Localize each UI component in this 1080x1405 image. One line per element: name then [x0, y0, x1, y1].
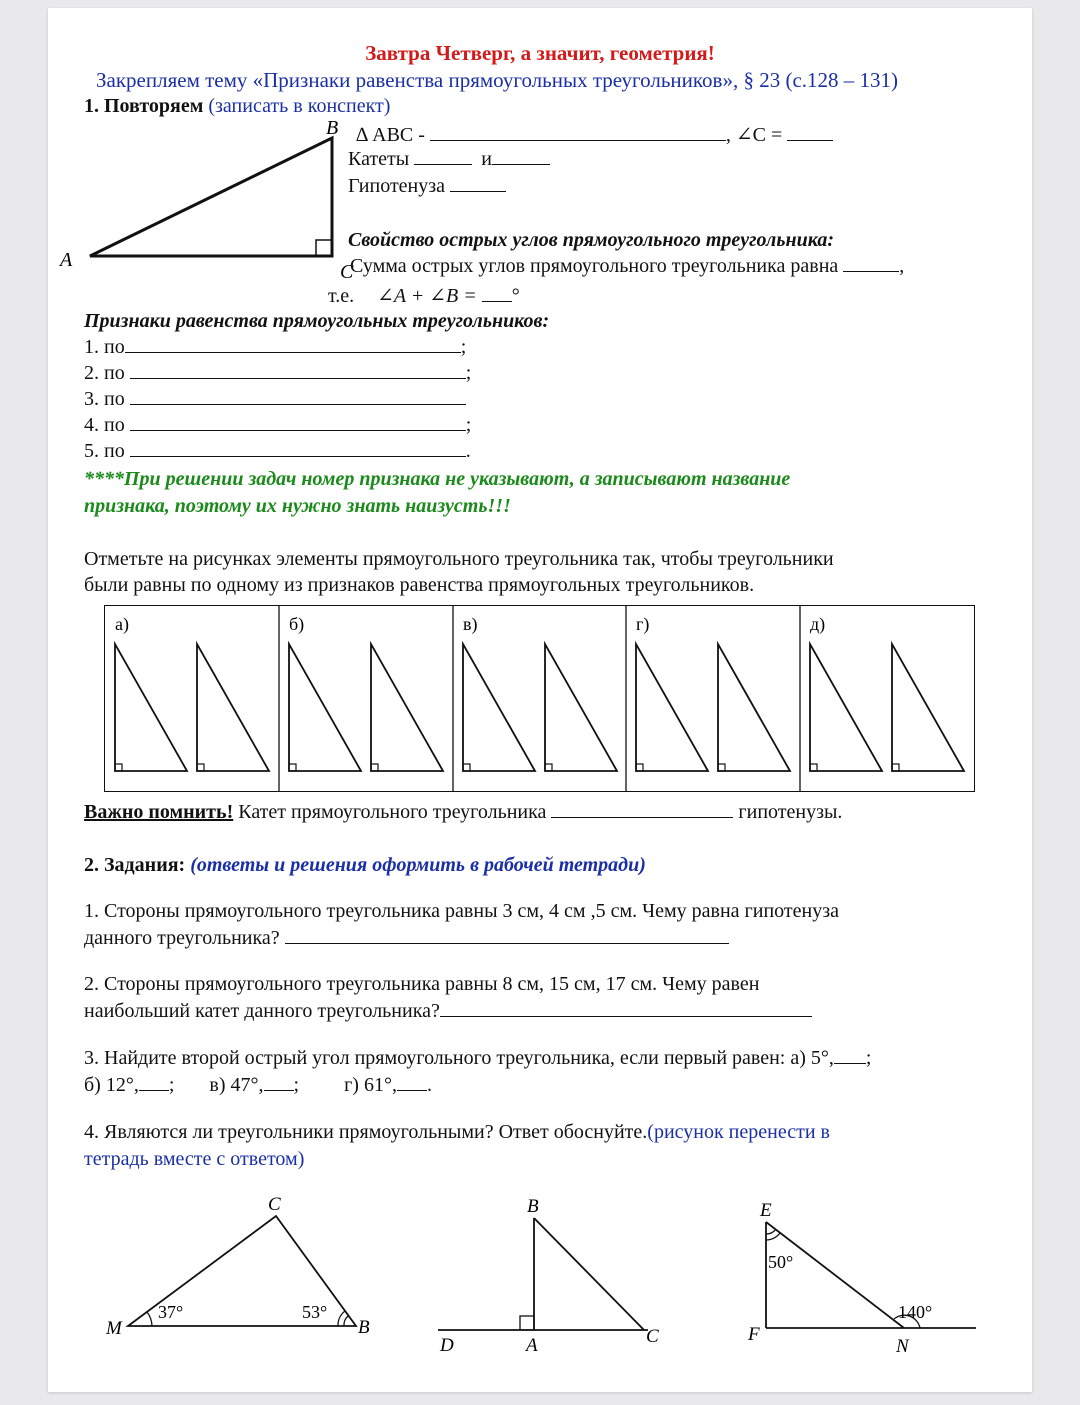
sign-item-4 — [84, 414, 471, 437]
angle-e-arc-inner — [766, 1229, 776, 1234]
and-label: и — [481, 148, 492, 170]
remember-label: Важно помнить! — [84, 801, 234, 823]
section1-heading-note: (записать в конспект) — [208, 95, 391, 117]
angle-m-value: 37° — [158, 1302, 184, 1322]
section1-heading-text: 1. Повторяем — [84, 95, 204, 117]
sign-blank — [130, 388, 466, 405]
sign-blank — [130, 362, 466, 379]
angle-b-arc-inner — [344, 1316, 348, 1326]
worksheet-page — [48, 8, 1032, 1392]
legs-line — [348, 148, 550, 171]
sign-item-1 — [84, 336, 466, 359]
remember-blank — [551, 801, 733, 818]
task3-v: в) 47°, — [209, 1074, 264, 1096]
grid-triangle-2-2 — [371, 644, 443, 771]
abc-blank — [430, 124, 726, 141]
leg1-blank — [414, 148, 472, 165]
vertex-b3-label: B — [527, 1196, 539, 1217]
vertex-b-label: B — [326, 117, 339, 139]
grid-right-angle-5-2 — [892, 764, 899, 771]
grid-triangle-4-2 — [718, 644, 790, 771]
task2-blank — [440, 1000, 812, 1017]
grid-right-angle-4-1 — [636, 764, 643, 771]
remember-text-before: Катет прямоугольного треугольника — [238, 801, 547, 823]
hypotenuse-label: Гипотенуза — [348, 175, 446, 197]
vertex-c3-label: C — [646, 1326, 659, 1347]
abc-label: ∆ ABC - — [356, 124, 425, 146]
sign-item-label: 5. по — [84, 440, 125, 462]
sign-item-end: . — [465, 440, 471, 462]
cell-a-label: а) — [115, 614, 129, 634]
property-text: Сумма острых углов прямоугольного треугольника равна — [350, 255, 839, 277]
task1-line2 — [84, 927, 729, 950]
task3-text: 3. Найдите второй острый угол прямоугольного треугольника, если первый равен: а) 5°, — [84, 1047, 834, 1069]
section2-heading-text: 2. Задания: — [84, 854, 186, 876]
sign-item-2 — [84, 362, 471, 385]
task2-line2 — [84, 1000, 812, 1023]
task4-note-2: тетрадь вместе с ответом) — [84, 1148, 305, 1170]
angle-n-value: 140° — [898, 1302, 933, 1322]
grid-right-angle-5-1 — [810, 764, 817, 771]
grid-triangle-3-1 — [463, 644, 535, 771]
grid-right-angle-3-1 — [463, 764, 470, 771]
task2-question: наибольший катет данного треугольника? — [84, 1000, 440, 1022]
vertex-e-label: E — [760, 1200, 772, 1221]
sign-item-label: 1. по — [84, 336, 125, 358]
task1-blank — [285, 927, 729, 944]
grid-right-angle-4-2 — [718, 764, 725, 771]
triangle-pairs — [115, 644, 964, 771]
sign-item-3 — [84, 388, 466, 411]
triangle-abc — [90, 138, 332, 256]
vertex-a3-label: A — [526, 1335, 538, 1356]
sign-item-label: 4. по — [84, 414, 125, 436]
task3-dot: . — [426, 1074, 432, 1096]
right-angle-mark-a — [520, 1316, 534, 1330]
property-title: Свойство острых углов прямоугольного треугольника: — [348, 229, 834, 251]
task3-blank-b — [139, 1074, 169, 1091]
page-subtitle: Закрепляем тему «Признаки равенства прямоугольных треугольников», § 23 (с.128 – 131) — [96, 68, 899, 92]
property-blank — [843, 255, 899, 272]
section2-heading-note: (ответы и решения оформить в рабочей тетради) — [190, 854, 646, 876]
signs-note-line2: признака, поэтому их нужно знать наизусть!!! — [84, 495, 511, 517]
grid-triangle-5-1 — [810, 644, 882, 771]
hypotenuse-blank — [450, 175, 506, 192]
vertex-f-label: F — [748, 1324, 760, 1345]
task4-line1 — [84, 1121, 830, 1144]
remember-line — [84, 801, 842, 824]
section2-heading — [84, 854, 646, 877]
sign-blank — [125, 336, 461, 353]
angle-m-arc — [147, 1312, 152, 1326]
signs-title: Признаки равенства прямоугольных треугольников: — [84, 310, 550, 332]
vertex-n-label: N — [896, 1336, 909, 1357]
property-line — [350, 255, 904, 278]
angle-c-label: , ∠C = — [725, 124, 783, 146]
sign-item-5 — [84, 440, 471, 463]
vertex-c-label: C — [340, 261, 354, 283]
grid-triangle-4-1 — [636, 644, 708, 771]
sign-blank — [130, 414, 466, 431]
remember-text-after: гипотенузы. — [738, 801, 843, 823]
grid-right-angle-1-1 — [115, 764, 122, 771]
task3-g: г) 61°, — [344, 1074, 397, 1096]
figure-bac — [438, 1196, 659, 1356]
grid-triangle-5-2 — [892, 644, 964, 771]
angle-sum-formula: ∠A + ∠B = — [377, 285, 477, 307]
grid-right-angle-1-2 — [197, 764, 204, 771]
mark-task-line1: Отметьте на рисунках элементы прямоугольного треугольника так, чтобы треугольники — [84, 548, 834, 570]
grid-right-angle-3-2 — [545, 764, 552, 771]
task3-b: б) 12°, — [84, 1074, 139, 1096]
sign-item-end: ; — [460, 336, 467, 358]
legs-label: Катеты — [348, 148, 410, 170]
triangle-abc-figure — [48, 117, 354, 288]
segment-en — [766, 1222, 904, 1328]
task4-text: 4. Являются ли треугольники прямоугольными? Ответ обоснуйте. — [84, 1121, 648, 1143]
right-angle-mark — [316, 240, 332, 256]
angle-b-value: 53° — [302, 1302, 328, 1322]
task3-line2 — [84, 1074, 432, 1097]
vertex-c2-label: C — [268, 1194, 281, 1215]
ie-label: т.е. — [328, 285, 355, 307]
task3-blank-v — [264, 1074, 294, 1091]
signs-note-line1: ****При решении задач номер признака не указывают, а записывают название — [84, 468, 791, 490]
segment-bc — [534, 1218, 644, 1330]
grid-right-angle-2-1 — [289, 764, 296, 771]
task3-semi-b: ; — [168, 1074, 175, 1096]
cell-b-label: б) — [289, 614, 305, 634]
sign-item-label: 2. по — [84, 362, 125, 384]
task3-line1 — [84, 1047, 871, 1070]
vertex-m-label: M — [106, 1318, 122, 1339]
property-comma: , — [899, 255, 905, 277]
sign-blank — [130, 440, 466, 457]
figure-efn — [747, 1200, 976, 1357]
task3-end: ; — [865, 1047, 872, 1069]
task3-blank-a — [834, 1047, 866, 1064]
task1-line1: 1. Стороны прямоугольного треугольника равны 3 см, 4 см ,5 см. Чему равна гипотенуза — [84, 900, 839, 922]
degree-sign: ° — [511, 285, 520, 307]
sign-item-label: 3. по — [84, 388, 125, 410]
formula-blank — [482, 285, 512, 302]
cell-g-label: г) — [636, 614, 650, 634]
angle-e-value: 50° — [768, 1252, 794, 1272]
mark-task-line2: были равны по одному из признаков равенства прямоугольных треугольников. — [84, 574, 755, 596]
grid-triangle-2-1 — [289, 644, 361, 771]
task4-note-1: (рисунок перенести в — [647, 1121, 830, 1143]
task4-figures — [48, 1188, 1032, 1368]
sign-item-end: ; — [465, 414, 472, 436]
grid-triangle-3-2 — [545, 644, 617, 771]
task3-blank-g — [397, 1074, 427, 1091]
vertex-a-label: A — [60, 249, 73, 271]
vertex-b2-label: B — [358, 1317, 370, 1338]
sign-item-end: ; — [465, 362, 472, 384]
grid-triangle-1-1 — [115, 644, 187, 771]
page-title: Завтра Четверг, а значит, геометрия! — [365, 41, 715, 65]
task3-semi-v: ; — [293, 1074, 300, 1096]
angle-c-blank — [787, 124, 833, 141]
triangles-grid-drawing — [105, 606, 974, 791]
cell-d-label: д) — [810, 614, 826, 634]
section1-heading — [84, 95, 390, 118]
figure-mcb — [105, 1194, 370, 1339]
formula-line — [328, 283, 520, 308]
abc-line — [356, 122, 833, 147]
point-d-label: D — [440, 1335, 454, 1356]
grid-triangle-1-2 — [197, 644, 269, 771]
task2-line1: 2. Стороны прямоугольного треугольника равны 8 см, 15 см, 17 см. Чему равен — [84, 973, 760, 995]
grid-right-angle-2-2 — [371, 764, 378, 771]
triangles-grid — [104, 605, 975, 792]
task1-question: данного треугольника? — [84, 927, 280, 949]
hypotenuse-line — [348, 175, 506, 198]
leg2-blank — [492, 148, 550, 165]
cell-v-label: в) — [463, 614, 478, 634]
